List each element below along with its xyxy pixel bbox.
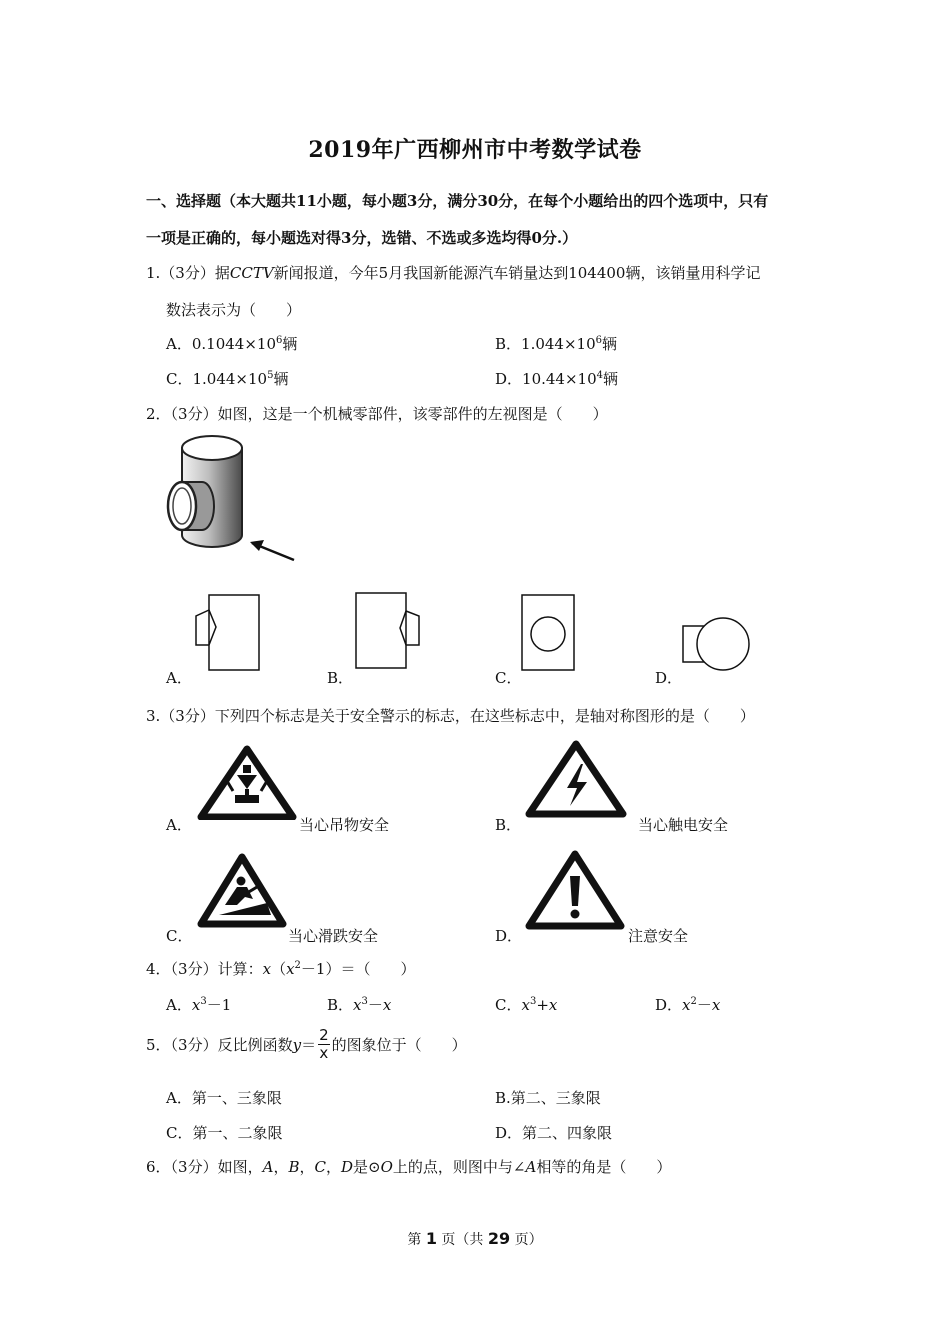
question-1 — [146, 262, 760, 283]
q5-option-b: B.第二、三象限 — [495, 1089, 601, 1107]
q1-option-c: C．$1.044\times 10^5$辆 — [166, 370, 289, 388]
q4-option-a: A．$x^3-1$ — [166, 996, 232, 1014]
q3-option-c-caption: 当心滑跌安全 — [288, 927, 379, 945]
q3-option-b-caption: 当心触电安全 — [638, 816, 729, 834]
q4-option-c: C．$x^3+x$ — [495, 996, 558, 1014]
page-title: 2019年广西柳州市中考数学试卷 — [308, 137, 642, 163]
page-footer: 第 1 页（共 29 页） — [407, 1229, 543, 1248]
q2-option-a-figure — [190, 590, 265, 675]
question-1-line2: 数法表示为（ ） — [166, 301, 302, 319]
q5-option-d: D．第二、四象限 — [495, 1124, 613, 1142]
q1-option-d: D．$10.44\times 10^4$辆 — [495, 370, 619, 388]
q2-option-c-label: C． — [495, 669, 522, 687]
machine-part-figure — [160, 430, 300, 565]
q2-option-d-figure — [678, 612, 756, 674]
section-heading-line1: 一、选择题（本大题共11小题，每小题3分，满分30分，在每个小题给出的四个选项中，只有 — [146, 192, 769, 210]
q5-option-c: C．第一、二象限 — [166, 1124, 283, 1142]
question-6: 6．（3分）如图，A，B，C，D是⊙O上的点，则图中与∠A相等的角是（ ） — [146, 1158, 672, 1176]
hoist-warning-icon — [197, 745, 297, 820]
q5-option-a: A．第一、三象限 — [166, 1089, 282, 1107]
q2-option-a-label: A． — [166, 669, 192, 687]
q2-option-b-figure — [350, 588, 425, 673]
question-3: 3.（3分）下列四个标志是关于安全警示的标志，在这些标志中，是轴对称图形的是（ ） — [146, 707, 755, 725]
q4-option-b: B．$x^3-x$ — [327, 996, 392, 1014]
question-4: 4．（3分）计算：$x(x^2-1)=$（ ） — [146, 960, 416, 978]
q1-option-b: B．$1.044\times 10^6$辆 — [495, 335, 618, 353]
q4-option-d: D．$x^2-x$ — [655, 996, 721, 1014]
section-heading-line2: 一项是正确的，每小题选对得3分，选错、不选或多选均得0分.） — [146, 229, 578, 247]
question-2: 2．（3分）如图，这是一个机械零部件，该零部件的左视图是（ ） — [146, 405, 608, 423]
q2-option-d-label: D． — [655, 669, 683, 687]
q3-option-a-label: A． — [166, 816, 192, 834]
question-5: 5．（3分）反比例函数 y ＝ $\frac{2}{x}$ 的图象位于（ ） — [146, 1026, 467, 1062]
q3-option-c-label: C． — [166, 927, 193, 945]
electric-shock-warning-icon — [525, 740, 627, 818]
q1-post: 新闻报道，今年5月我国新能源汽车销量达到104400辆，该销量用科学记 — [273, 264, 761, 282]
q3-option-d-label: D． — [495, 927, 523, 945]
q3-option-a-caption: 当心吊物安全 — [299, 816, 390, 834]
caution-exclamation-icon — [525, 850, 625, 930]
q2-option-c-figure — [517, 590, 582, 675]
q3-option-d-caption: 注意安全 — [628, 927, 689, 945]
fraction-2-over-x: $\frac{2}{x}$ — [319, 1026, 329, 1062]
q1-pre: 1.（3分）据 — [146, 264, 230, 282]
q2-option-b-label: B． — [327, 669, 354, 687]
q1-option-a: A．$0.1044\times 10^6$辆 — [166, 335, 298, 353]
q3-option-b-label: B． — [495, 816, 522, 834]
q1-cctv: CCTV — [229, 264, 274, 282]
slip-warning-icon — [197, 853, 287, 928]
